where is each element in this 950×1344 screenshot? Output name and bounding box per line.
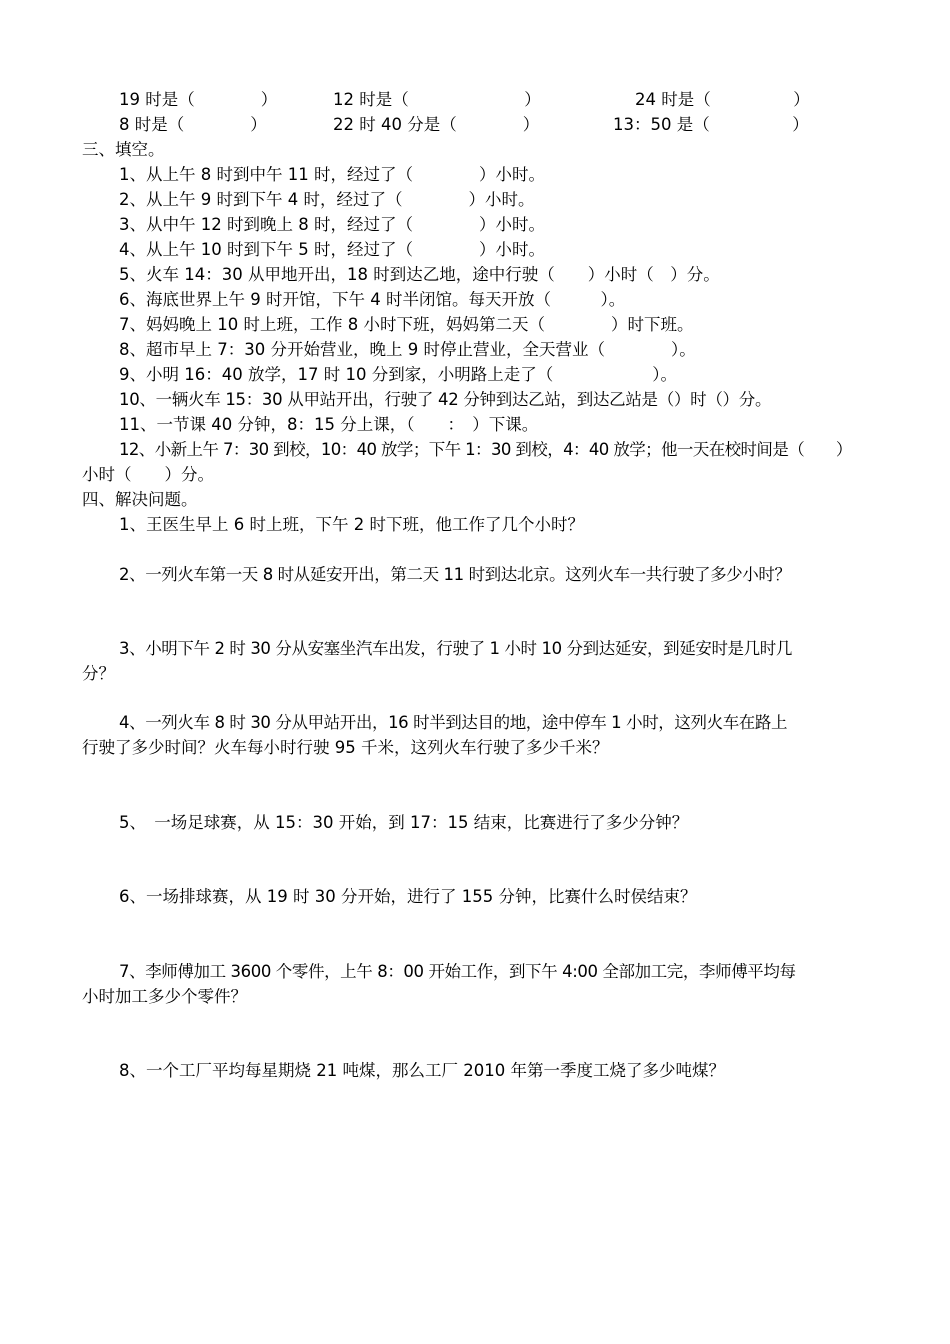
fill-blank-item: 4、从上午 10 时到下午 5 时，经过了（ ）小时。 [119, 240, 545, 259]
word-problem-continuation: 分？ [82, 664, 115, 683]
conversion-item: 13：50 是（ ） [613, 115, 809, 134]
conversion-item: 24 时是（ ） [635, 90, 810, 109]
word-problem: 1、王医生早上 6 时上班，下午 2 时下班，他工作了几个小时？ [119, 515, 584, 534]
fill-blank-item: 2、从上午 9 时到下午 4 时，经过了（ ）小时。 [119, 190, 535, 209]
fill-blank-item: 9、小明 16：40 放学，17 时 10 分到家，小明路上走了（ ）。 [119, 365, 677, 384]
fill-blank-item: 10、一辆火车 15：30 从甲站开出，行驶了 42 分钟到达乙站，到达乙站是（）时（）分。 [119, 390, 772, 409]
conversion-item: 19 时是（ ） [119, 90, 278, 109]
conversion-item: 22 时 40 分是（ ） [333, 115, 540, 134]
section-title: 四、解决问题。 [82, 490, 198, 509]
word-problem: 7、李师傅加工 3600 个零件，上午 8：00 开始工作，到下午 4:00 全部加工完，李师傅平均每 [119, 962, 796, 981]
word-problem: 4、一列火车 8 时 30 分从甲站开出，16 时半到达目的地，途中停车 1 小时，这列火车在路上 [119, 713, 788, 732]
word-problem: 5、 一场足球赛，从 15：30 开始，到 17：15 结束，比赛进行了多少分钟？ [119, 813, 689, 832]
word-problem-continuation: 行驶了多少时间？火车每小时行驶 95 千米，这列火车行驶了多少千米？ [82, 738, 609, 757]
fill-blank-item: 1、从上午 8 时到中午 11 时，经过了（ ）小时。 [119, 165, 545, 184]
fill-blank-item: 5、火车 14：30 从甲地开出，18 时到达乙地，途中行驶（ ）小时（ ）分。 [119, 265, 720, 284]
word-problem: 8、一个工厂平均每星期烧 21 吨煤，那么工厂 2010 年第一季度工烧了多少吨煤？ [119, 1061, 725, 1080]
word-problem: 3、小明下午 2 时 30 分从安塞坐汽车出发，行驶了 1 小时 10 分到达延安，到延安时是几时几 [119, 639, 792, 658]
fill-blank-item-continuation: 小时（ ）分。 [82, 465, 214, 484]
fill-blank-item: 6、海底世界上午 9 时开馆，下午 4 时半闭馆。每天开放（ ）。 [119, 290, 626, 309]
word-problem: 2、一列火车第一天 8 时从延安开出，第二天 11 时到达北京。这列火车一共行驶了多少小时？ [119, 565, 791, 584]
fill-blank-item: 7、妈妈晚上 10 时上班，工作 8 小时下班，妈妈第二天（ ）时下班。 [119, 315, 694, 334]
fill-blank-item: 8、超市早上 7：30 分开始营业，晚上 9 时停止营业，全天营业（ ）。 [119, 340, 696, 359]
fill-blank-item: 3、从中午 12 时到晚上 8 时，经过了（ ）小时。 [119, 215, 545, 234]
fill-blank-item: 11、一节课 40 分钟，8：15 分上课，（ ： ）下课。 [119, 415, 539, 434]
section-title: 三、填空。 [82, 140, 165, 159]
fill-blank-item: 12、小新上午 7：30 到校，10：40 放学；下午 1：30 到校，4：40 放学；他一天在校时间是（ ） [119, 440, 852, 459]
word-problem-continuation: 小时加工多少个零件？ [82, 987, 247, 1006]
conversion-item: 8 时是（ ） [119, 115, 267, 134]
conversion-item: 12 时是（ ） [333, 90, 541, 109]
word-problem: 6、一场排球赛，从 19 时 30 分开始，进行了 155 分钟，比赛什么时侯结束？ [119, 887, 697, 906]
